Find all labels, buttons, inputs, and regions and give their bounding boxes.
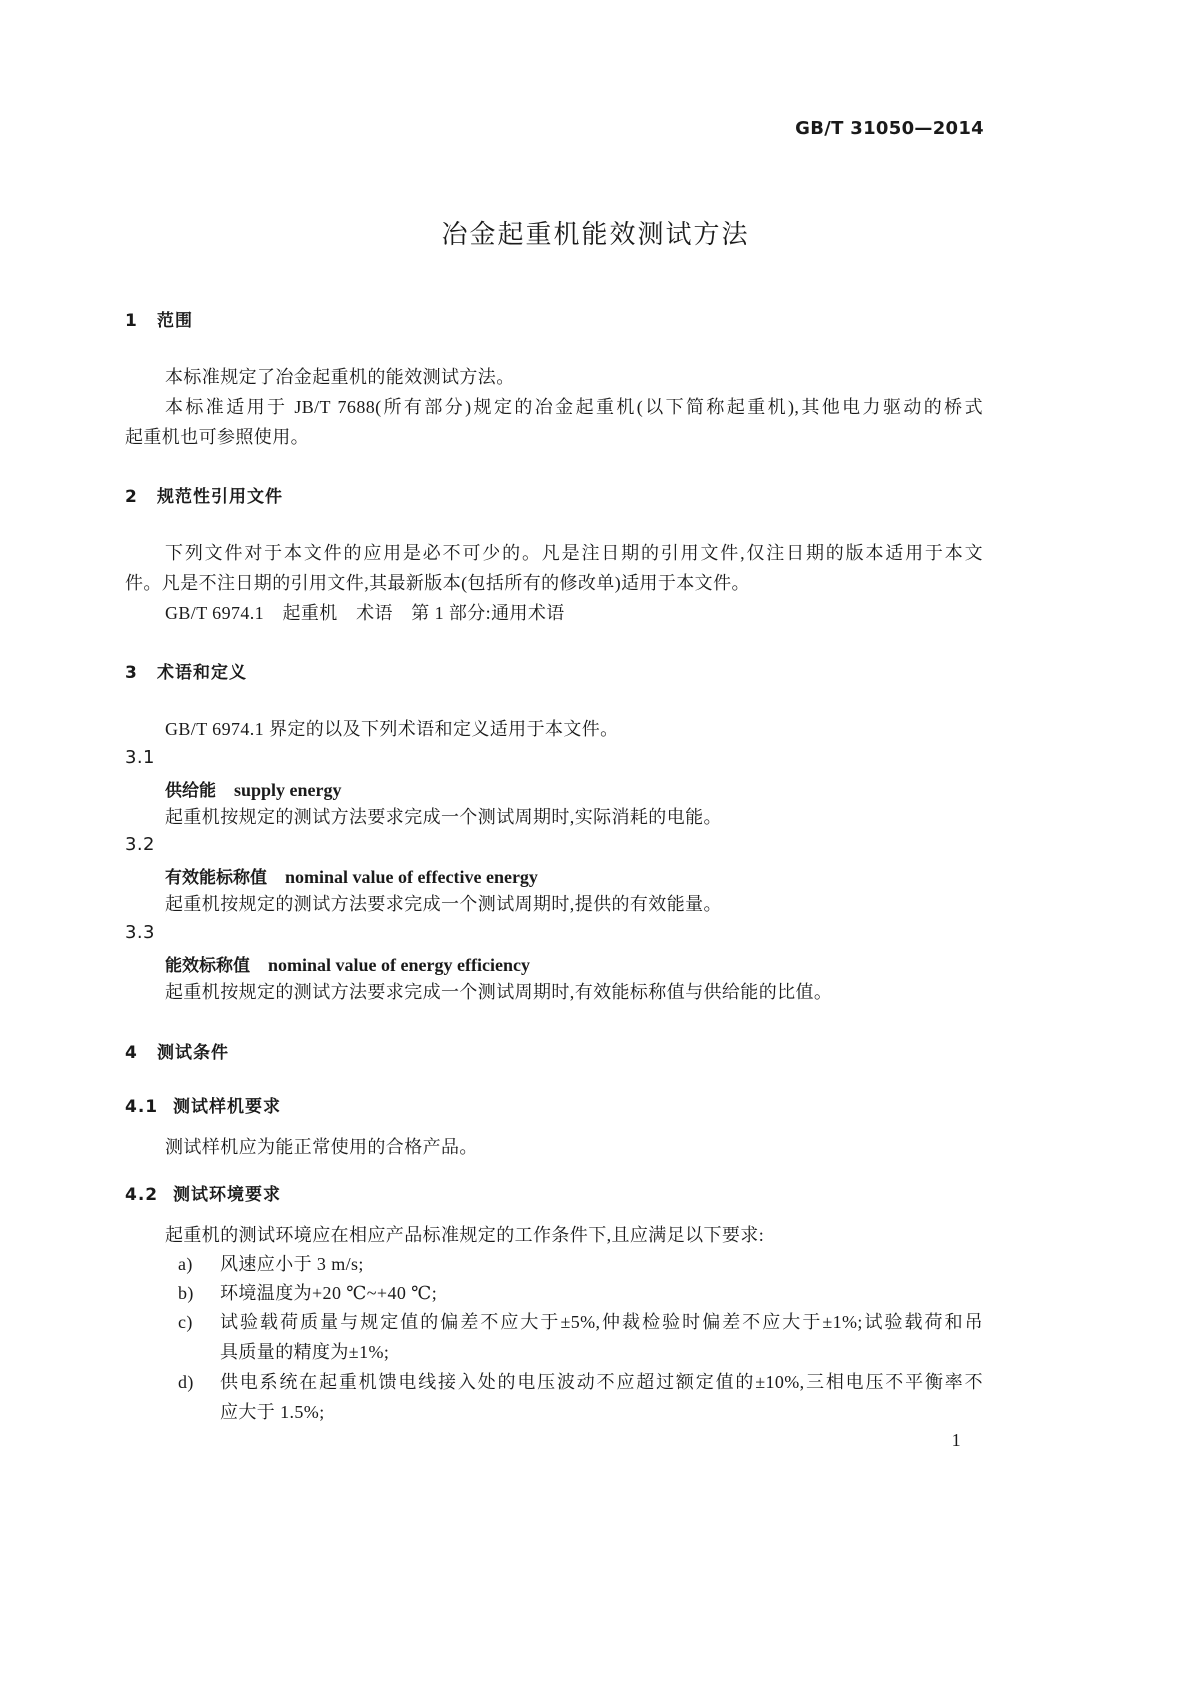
paragraph-continuation: 件。凡是不注日期的引用文件,其最新版本(包括所有的修改单)适用于本文件。	[125, 573, 750, 593]
section-2-heading	[125, 482, 283, 507]
term-definition: 起重机按规定的测试方法要求完成一个测试周期时,实际消耗的电能。	[165, 807, 722, 827]
list-text: 风速应小于 3 m/s;	[220, 1254, 364, 1274]
term-number: 3.1	[125, 747, 155, 768]
subsection-number: 4.2	[125, 1185, 159, 1205]
subsection-title: 测试样机要求	[173, 1097, 281, 1117]
list-item	[0, 1310, 1191, 1364]
subsection-4-2-heading	[125, 1180, 281, 1205]
list-marker: a)	[178, 1254, 193, 1274]
term-zh: 能效标称值	[165, 956, 250, 976]
section-number: 3	[125, 663, 138, 683]
term-en: supply energy	[234, 780, 342, 800]
list-text-continuation: 具质量的精度为±1%;	[220, 1342, 390, 1362]
list-marker: d)	[178, 1372, 194, 1392]
term-en: nominal value of effective energy	[285, 867, 538, 887]
paragraph: 本标准适用于 JB/T 7688(所有部分)规定的冶金起重机(以下简称起重机),其他电力驱动的桥式	[165, 397, 983, 417]
section-4-heading	[125, 1038, 229, 1063]
term-heading	[165, 776, 342, 801]
section-title: 术语和定义	[157, 663, 247, 683]
paragraph: 下列文件对于本文件的应用是必不可少的。凡是注日期的引用文件,仅注日期的版本适用于本文	[165, 543, 983, 563]
section-number: 2	[125, 487, 138, 507]
list-text: 环境温度为+20 ℃~+40 ℃;	[220, 1283, 438, 1303]
subsection-4-1-heading	[125, 1092, 281, 1117]
list-text: 供电系统在起重机馈电线接入处的电压波动不应超过额定值的±10%,三相电压不平衡率不	[220, 1372, 983, 1392]
normative-reference: GB/T 6974.1 起重机 术语 第 1 部分:通用术语	[165, 603, 565, 623]
paragraph: 起重机的测试环境应在相应产品标准规定的工作条件下,且应满足以下要求:	[165, 1225, 765, 1245]
list-text-continuation: 应大于 1.5%;	[220, 1402, 325, 1422]
standard-code: GB/T 31050—2014	[795, 118, 984, 139]
term-number: 3.2	[125, 834, 155, 855]
list-marker: b)	[178, 1283, 194, 1303]
subsection-title: 测试环境要求	[173, 1185, 281, 1205]
section-number: 1	[125, 311, 138, 331]
term-heading	[165, 863, 538, 888]
term-number: 3.3	[125, 922, 155, 943]
document-title: 冶金起重机能效测试方法	[441, 220, 750, 250]
term-en: nominal value of energy efficiency	[268, 955, 530, 975]
section-title: 范围	[157, 311, 193, 331]
list-item	[0, 1281, 1191, 1305]
section-number: 4	[125, 1043, 138, 1063]
term-definition: 起重机按规定的测试方法要求完成一个测试周期时,提供的有效能量。	[165, 894, 722, 914]
term-heading	[165, 951, 530, 976]
page-number: 1	[951, 1430, 961, 1450]
paragraph: GB/T 6974.1 界定的以及下列术语和定义适用于本文件。	[165, 719, 619, 739]
section-1-heading	[125, 306, 193, 331]
list-marker: c)	[178, 1312, 193, 1332]
paragraph: 测试样机应为能正常使用的合格产品。	[165, 1137, 478, 1157]
section-title: 规范性引用文件	[157, 487, 283, 507]
list-text: 试验载荷质量与规定值的偏差不应大于±5%,仲裁检验时偏差不应大于±1%;试验载荷和吊	[220, 1312, 983, 1332]
term-definition: 起重机按规定的测试方法要求完成一个测试周期时,有效能标称值与供给能的比值。	[165, 982, 833, 1002]
section-title: 测试条件	[157, 1043, 229, 1063]
subsection-number: 4.1	[125, 1097, 159, 1117]
paragraph: 本标准规定了冶金起重机的能效测试方法。	[165, 367, 515, 387]
list-item	[0, 1370, 1191, 1424]
list-item	[0, 1252, 1191, 1276]
term-zh: 供给能	[165, 781, 216, 801]
paragraph-continuation: 起重机也可参照使用。	[125, 427, 309, 447]
term-zh: 有效能标称值	[165, 868, 267, 888]
section-3-heading	[125, 658, 247, 683]
